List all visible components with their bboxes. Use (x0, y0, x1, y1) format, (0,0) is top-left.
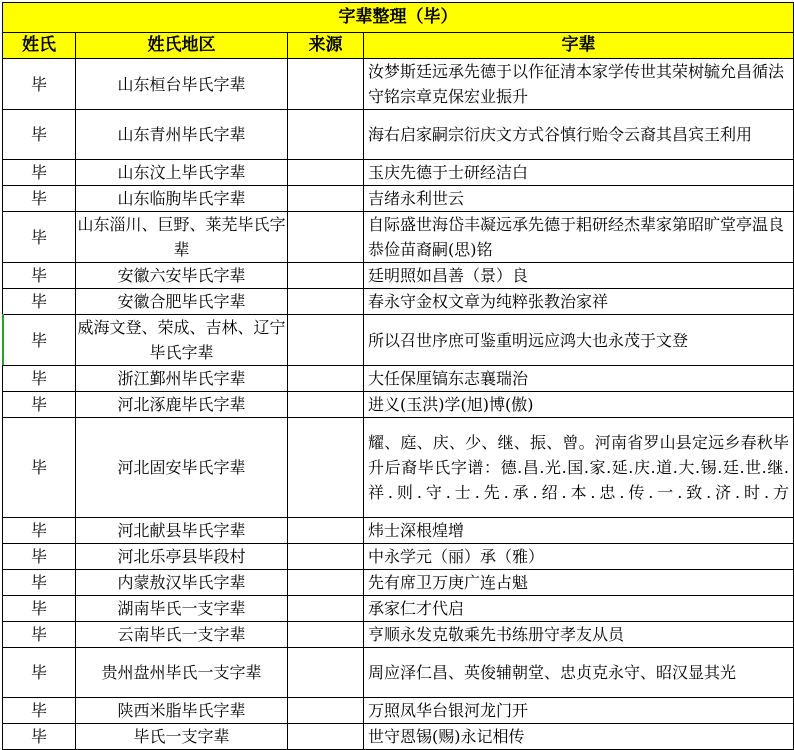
table-row (3, 698, 794, 724)
cell-generation[interactable]: 万照凤华台银河龙门开 (364, 698, 794, 724)
spreadsheet (2, 2, 793, 750)
cell-region[interactable]: 河北固安毕氏字辈 (76, 418, 288, 518)
cell-generation[interactable]: 亨顺永发克敬乘先书练册守孝友从员 (364, 622, 794, 648)
cell-source[interactable] (288, 392, 364, 418)
cell-region[interactable]: 山东淄川、巨野、莱芜毕氏字辈 (76, 212, 288, 263)
header-generation[interactable]: 字辈 (364, 33, 794, 59)
table-row (3, 518, 794, 544)
cell-generation[interactable]: 海右启家嗣宗衍庆文方式谷慎行贻令云裔其昌宾王利用 (364, 110, 794, 160)
cell-source[interactable] (288, 110, 364, 160)
cell-source[interactable] (288, 186, 364, 212)
header-surname[interactable]: 姓氏 (3, 33, 76, 59)
cell-region[interactable]: 河北献县毕氏字辈 (76, 518, 288, 544)
cell-source[interactable] (288, 160, 364, 186)
cell-generation[interactable]: 进义(玉洪)学(旭)博(傲) (364, 392, 794, 418)
cell-region[interactable]: 云南毕氏一支字辈 (76, 622, 288, 648)
generation-table (2, 2, 794, 750)
cell-region[interactable]: 安徽合肥毕氏字辈 (76, 289, 288, 315)
table-row (3, 110, 794, 160)
cell-source[interactable] (288, 315, 364, 366)
cell-source[interactable] (288, 544, 364, 570)
cell-region[interactable]: 威海文登、荣成、吉林、辽宁毕氏字辈 (76, 315, 288, 366)
table-row (3, 289, 794, 315)
cell-surname[interactable]: 毕 (3, 622, 76, 648)
cell-source[interactable] (288, 59, 364, 110)
cell-source[interactable] (288, 698, 364, 724)
cell-surname[interactable]: 毕 (3, 698, 76, 724)
cell-surname[interactable]: 毕 (3, 418, 76, 518)
cell-generation[interactable]: 玉庆先德于士研经洁白 (364, 160, 794, 186)
cell-source[interactable] (288, 570, 364, 596)
cell-generation[interactable]: 所以召世序庶可鉴重明远应鸿大也永茂于文登 (364, 315, 794, 366)
cell-region[interactable]: 贵州盘州毕氏一支字辈 (76, 648, 288, 698)
cell-surname[interactable]: 毕 (3, 186, 76, 212)
table-row (3, 622, 794, 648)
cell-region[interactable]: 山东汶上毕氏字辈 (76, 160, 288, 186)
cell-region[interactable]: 山东桓台毕氏字辈 (76, 59, 288, 110)
cell-generation[interactable]: 春永守金权文章为纯粹张教治家祥 (364, 289, 794, 315)
cell-region[interactable]: 河北乐亭县毕段村 (76, 544, 288, 570)
cell-region[interactable]: 安徽六安毕氏字辈 (76, 263, 288, 289)
cell-surname[interactable]: 毕 (3, 392, 76, 418)
table-row (3, 186, 794, 212)
cell-source[interactable] (288, 263, 364, 289)
cell-generation[interactable]: 炜士深根煌增 (364, 518, 794, 544)
cell-source[interactable] (288, 418, 364, 518)
cell-generation[interactable]: 耀、庭、庆、少、继、振、曾。河南省罗山县定远乡春秋毕升后裔毕氏字谱：德.昌.光.国.家.延.庆.道.大.锡.廷.世.继.祥.则.守.士.先.承.绍.本.忠.传.一.致.济.时.方 (364, 418, 794, 518)
cell-surname[interactable]: 毕 (3, 544, 76, 570)
sheet-title[interactable]: 字辈整理（毕） (3, 3, 794, 33)
table-row (3, 366, 794, 392)
cell-source[interactable] (288, 518, 364, 544)
cell-surname[interactable]: 毕 (3, 570, 76, 596)
header-row (3, 33, 794, 59)
cell-surname[interactable]: 毕 (3, 110, 76, 160)
table-row (3, 648, 794, 698)
cell-region[interactable]: 河北涿鹿毕氏字辈 (76, 392, 288, 418)
cell-source[interactable] (288, 366, 364, 392)
cell-generation[interactable]: 汝梦斯廷远承先德于以作征清本家学传世其荣树毓允昌循法守铭宗章克保宏业振升 (364, 59, 794, 110)
cell-surname[interactable]: 毕 (3, 212, 76, 263)
cell-surname[interactable]: 毕 (3, 263, 76, 289)
cell-generation[interactable]: 大任保厘镐东志襄瑞治 (364, 366, 794, 392)
table-row (3, 59, 794, 110)
cell-generation[interactable]: 吉绪永利世云 (364, 186, 794, 212)
cell-surname[interactable]: 毕 (3, 289, 76, 315)
cell-region[interactable]: 陕西米脂毕氏字辈 (76, 698, 288, 724)
table-row (3, 212, 794, 263)
cell-source[interactable] (288, 648, 364, 698)
cell-surname[interactable]: 毕 (3, 596, 76, 622)
cell-source[interactable] (288, 596, 364, 622)
cell-surname[interactable]: 毕 (3, 724, 76, 750)
cell-source[interactable] (288, 724, 364, 750)
cell-source[interactable] (288, 212, 364, 263)
cell-source[interactable] (288, 289, 364, 315)
cell-region[interactable]: 湖南毕氏一支字辈 (76, 596, 288, 622)
cell-surname[interactable]: 毕 (3, 648, 76, 698)
title-row (3, 3, 794, 33)
cell-region[interactable]: 浙江鄞州毕氏字辈 (76, 366, 288, 392)
table-row (3, 418, 794, 518)
cell-region[interactable]: 毕氏一支字辈 (76, 724, 288, 750)
cell-generation[interactable]: 世守恩锡(赐)永记相传 (364, 724, 794, 750)
cell-source[interactable] (288, 622, 364, 648)
cell-region[interactable]: 山东青州毕氏字辈 (76, 110, 288, 160)
cell-region[interactable]: 山东临朐毕氏字辈 (76, 186, 288, 212)
row-selection-marker (2, 314, 4, 365)
cell-surname[interactable]: 毕 (3, 315, 76, 366)
table-row (3, 570, 794, 596)
cell-surname[interactable]: 毕 (3, 366, 76, 392)
table-row (3, 544, 794, 570)
cell-generation[interactable]: 廷明照如昌善（景）良 (364, 263, 794, 289)
cell-region[interactable]: 内蒙敖汉毕氏字辈 (76, 570, 288, 596)
cell-generation[interactable]: 周应泽仁昌、英俊辅朝堂、忠贞克永守、昭汉显其光 (364, 648, 794, 698)
table-row (3, 596, 794, 622)
table-row (3, 315, 794, 366)
table-row (3, 160, 794, 186)
table-row (3, 263, 794, 289)
table-row (3, 392, 794, 418)
cell-generation[interactable]: 自际盛世海岱丰凝远承先德于耜研经杰辈家第昭旷堂亭温良恭俭苗裔嗣(思)铭 (364, 212, 794, 263)
cell-generation[interactable]: 承家仁才代启 (364, 596, 794, 622)
table-row (3, 724, 794, 750)
cell-surname[interactable]: 毕 (3, 160, 76, 186)
cell-generation[interactable]: 中永学元（丽）承（雅） (364, 544, 794, 570)
cell-surname[interactable]: 毕 (3, 518, 76, 544)
header-source[interactable]: 来源 (288, 33, 364, 59)
header-region[interactable]: 姓氏地区 (76, 33, 288, 59)
cell-surname[interactable]: 毕 (3, 59, 76, 110)
cell-generation[interactable]: 先有席卫万庚广连占魁 (364, 570, 794, 596)
